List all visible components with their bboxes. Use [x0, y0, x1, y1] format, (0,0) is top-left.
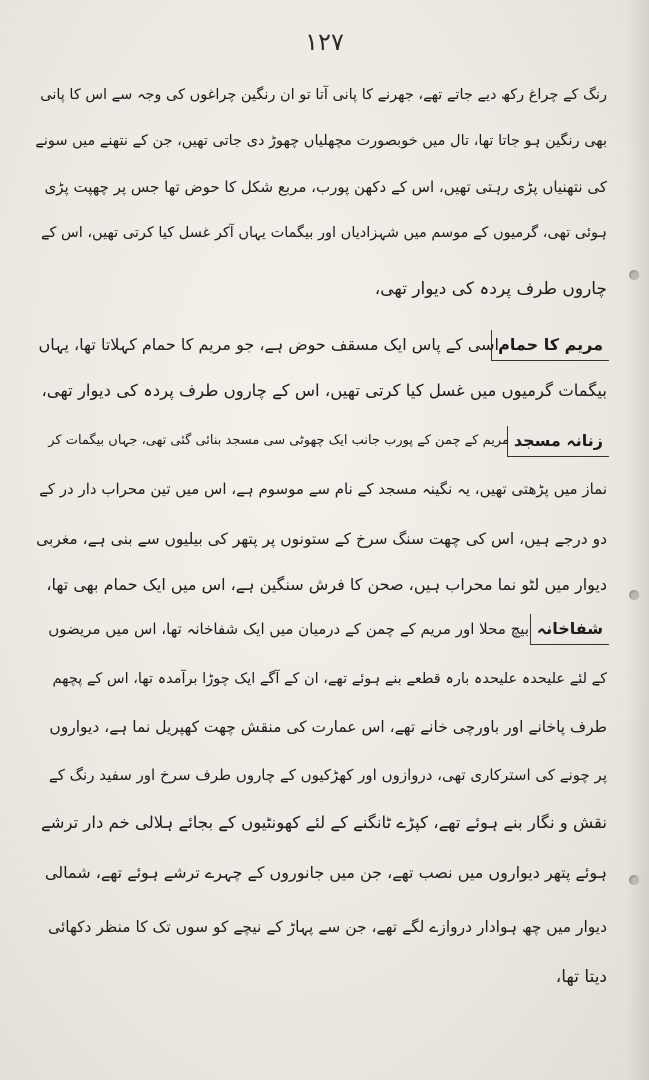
- binding-hole: [629, 875, 639, 885]
- text-line: طرف پاخانے اور باورچی خانے تھے، اس عمارت کی منقش چھت کھپریل نما ہے، دیواروں: [49, 718, 607, 736]
- text-line: کی نتھنیاں پڑی رہتی تھیں، اس کے دکھن پورب، مربع شکل کا حوض تھا جس پر چھپت پڑی: [44, 178, 607, 196]
- binding-hole: [629, 270, 639, 280]
- text-line: کے لئے علیحدہ علیحدہ بارہ قطعے بنے ہوئے تھے، ان کے آگے ایک چوڑا برآمدہ تھا، اس کے پچھم: [52, 671, 607, 687]
- text-line: نقش و نگار بنے ہوئے تھے، کپڑے ٹانگنے کے لئے کھونٹیوں کے بجائے ہلالی خم دار ترشے: [40, 813, 607, 832]
- text-line: دیتا تھا،: [555, 967, 607, 987]
- text-line: دیوار میں چھ ہوادار دروازے لگے تھے، جن سے پہاڑ کے نیچے کو سوں تک کا منظر دکھائی: [48, 918, 607, 936]
- text-line: ہوئے پتھر دیواروں میں نصب تھے، جن میں جانوروں کے چہرے ترشے ہوئے تھے، شمالی: [44, 863, 607, 882]
- page-number: ۱۲۷: [305, 28, 344, 56]
- section-heading-zanana-masjid: زنانہ مسجد: [507, 426, 609, 457]
- section-heading-maryam-hammam: مریم کا حمام: [491, 330, 609, 361]
- section-heading-shifakhana: شفاخانہ: [530, 614, 609, 645]
- text-line: پر چونے کی استرکاری تھی، دروازوں اور کھڑکیوں کے چاروں طرف سرخ اور سفید رنگ کے: [48, 766, 607, 784]
- text-line: رنگ کے چراغ رکھ دیے جاتے تھے، جھرنے کا پانی آتا تو ان رنگین چراغوں کی وجہ سے اس کا پانی: [40, 87, 607, 103]
- text-line: بیچ محلا اور مریم کے چمن کے درمیان میں ایک شفاخانہ تھا، اس میں مریضوں: [48, 620, 529, 638]
- text-line: بیگمات گرمیوں میں غسل کیا کرتی تھیں، اس کے چاروں طرف پردہ کی دیوار تھی،: [41, 381, 607, 400]
- text-line: نماز میں پڑھتی تھیں، یہ نگینہ مسجد کے نام سے موسوم ہے، اس میں تین محراب دار در کے: [39, 480, 607, 498]
- text-line: اسی کے پاس ایک مسقف حوض ہے، جو مریم کا حمام کہلاتا تھا، یہاں: [38, 335, 499, 354]
- text-line: مریم کے چمن کے پورب جانب ایک چھوٹی سی مسجد بنائی گئی تھی، جہاں بیگمات کر: [48, 433, 509, 448]
- text-line: ہوئی تھی، گرمیوں کے موسم میں شہزادیاں اور بیگمات یہاں آکر غسل کیا کرتی تھیں، اس کے: [41, 225, 607, 241]
- binding-hole: [629, 590, 639, 600]
- text-line: بھی رنگین ہو جاتا تھا، تال میں خوبصورت مچھلیاں چھوڑ دی جاتی تھیں، جن کے نتھنے میں سونے: [35, 133, 607, 149]
- page-edge-shadow: [627, 0, 649, 1080]
- text-line: چاروں طرف پردہ کی دیوار تھی،: [374, 279, 607, 299]
- text-line: دو درجے ہیں، اس کی چھت سنگ سرخ کے ستونوں پر پتھر کی بیلیوں سے بنی ہے، مغربی: [36, 530, 607, 548]
- text-line: دیوار میں لٹو نما محراب ہیں، صحن کا فرش سنگین ہے، اس میں ایک حمام بھی تھا،: [46, 575, 607, 594]
